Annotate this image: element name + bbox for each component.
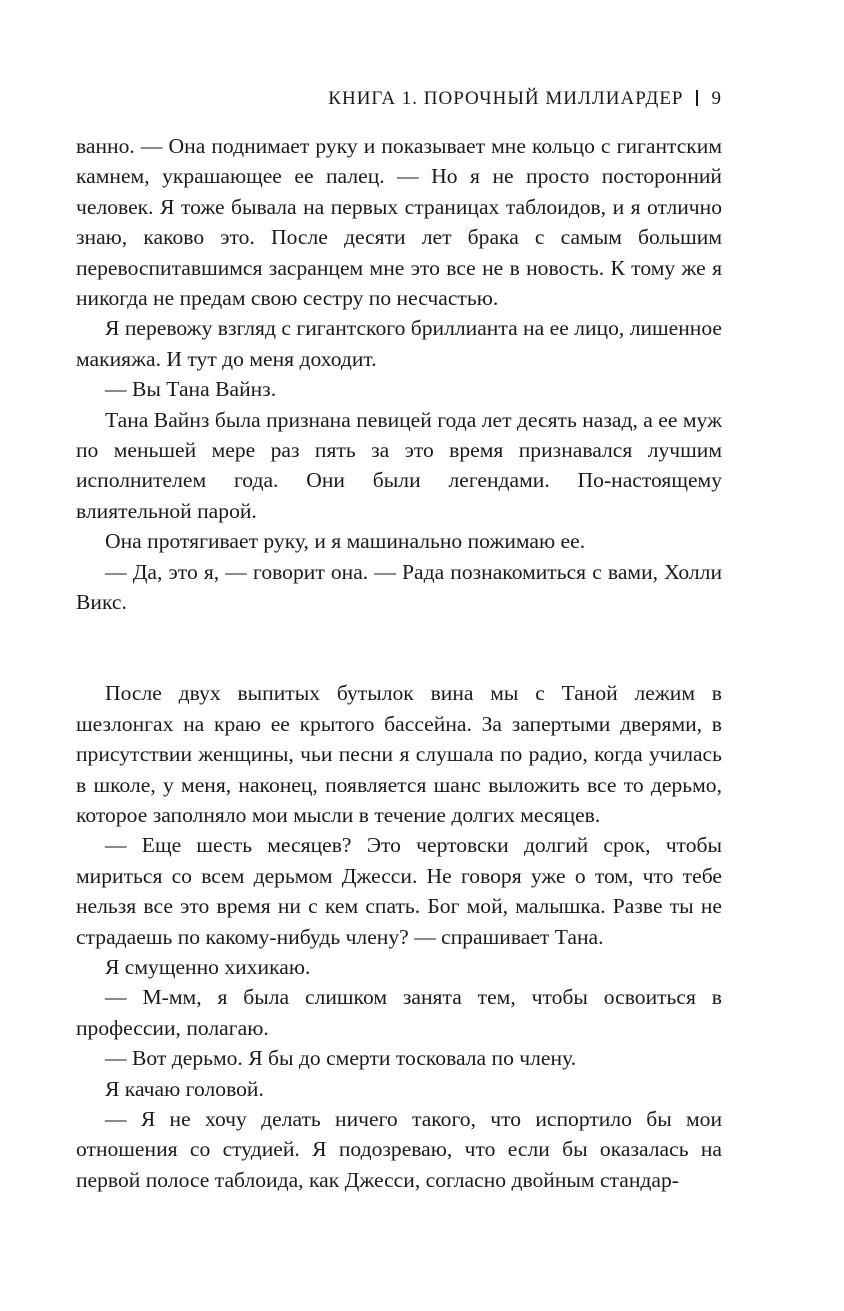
paragraph-3: — Вы Тана Вайнз. (105, 377, 277, 402)
paragraph-7: После двух выпитых бутылок вина мы с Таной лежим в шезлонгах на краю ее крытого бассейна. За запертыми дверями, в присутствии женщины, чьи песни я слушала по радио, когда училась в школе, у меня, наконец, появляется шанс выложить все то дерьмо, которое заполняло мои мысли в течение долгих месяцев. (76, 681, 722, 827)
page-number: 9 (711, 88, 722, 109)
body-text (76, 131, 722, 1195)
running-header (76, 86, 722, 112)
running-title: КНИГА 1. ПОРОЧНЫЙ МИЛЛИАРДЕР (328, 88, 684, 109)
paragraph-2: Я перевожу взгляд с гигантского бриллианта на ее лицо, лишенное макияжа. И тут до меня доходит. (76, 316, 722, 371)
paragraph-11: — Вот дерьмо. Я бы до смерти тосковала по члену. (105, 1046, 577, 1071)
paragraph-9: Я смущенно хихикаю. (105, 954, 311, 979)
paragraph-13: — Я не хочу делать ничего такого, что испортило бы мои отношения со студией. Я подозреваю, что если бы оказалась на первой полосе таблоида, как Джесси, согласно двойным стандар- (76, 1106, 722, 1192)
paragraph-4: Тана Вайнз была признана певицей года лет десять назад, а ее муж по меньшей мере раз пять за это время признавался лучшим исполнителем года. Они были легендами. По-настоящему влиятельной парой. (76, 407, 722, 523)
header-separator (696, 90, 698, 106)
paragraph-12: Я качаю головой. (105, 1076, 264, 1101)
paragraph-1: ванно. — Она поднимает руку и показывает мне кольцо с гигантским камнем, украшающее ее палец. — Но я не просто посторонний человек. Я тоже бывала на первых страницах таблоидов, и я отлично знаю, каково это. После десяти лет брака с самым большим перевоспитавшимся засранцем мне это все не в новость. К тому же я никогда не предам свою сестру по несчастью. (76, 134, 722, 311)
paragraph-5: Она протягивает руку, и я машинально пожимаю ее. (105, 529, 586, 554)
paragraph-8: — Еще шесть месяцев? Это чертовски долгий срок, чтобы мириться со всем дерьмом Джесси. Не говоря уже о том, что тебе нельзя все это время ни с кем спать. Бог мой, малышка. Разве ты не страдаешь по какому-нибудь члену? — спрашивает Тана. (76, 833, 722, 949)
paragraph-10: — М-мм, я была слишком занята тем, чтобы освоиться в профессии, полагаю. (76, 985, 722, 1040)
section-break (76, 618, 722, 679)
paragraph-6: — Да, это я, — говорит она. — Рада познакомиться с вами, Холли Викс. (76, 559, 722, 615)
